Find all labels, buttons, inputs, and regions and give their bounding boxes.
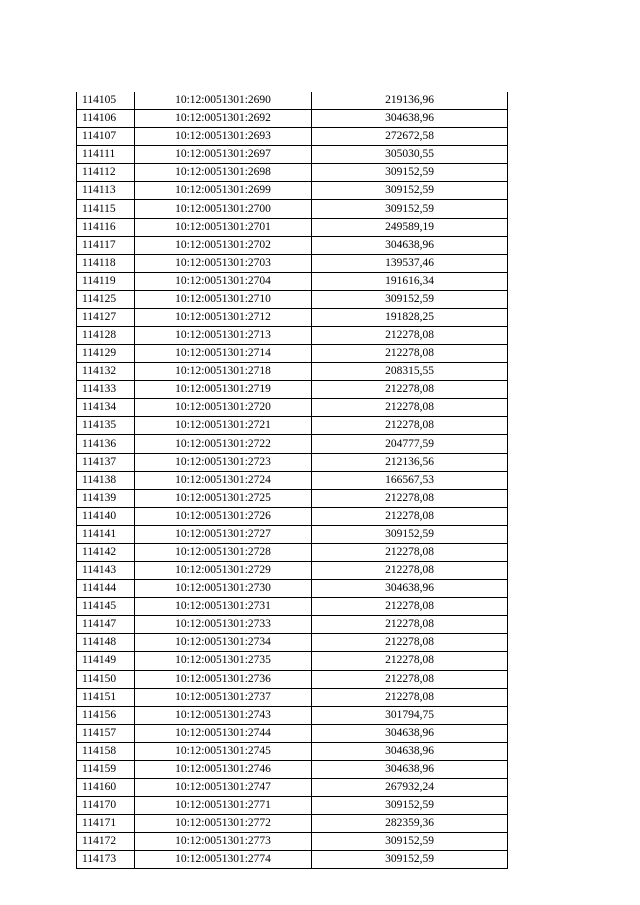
- row-value-cell: 212278,08: [312, 670, 508, 688]
- table-row: [77, 345, 508, 363]
- row-id-cell: 114142: [77, 543, 135, 561]
- row-value-cell: 309152,59: [312, 200, 508, 218]
- row-code-cell: 10:12:0051301:2747: [135, 778, 312, 796]
- table-row: [77, 507, 508, 525]
- table-row: [77, 182, 508, 200]
- table-row: [77, 417, 508, 435]
- table-row: [77, 164, 508, 182]
- row-id-cell: 114160: [77, 778, 135, 796]
- row-id-cell: 114106: [77, 110, 135, 128]
- row-value-cell: 212278,08: [312, 688, 508, 706]
- row-value-cell: 204777,59: [312, 435, 508, 453]
- row-value-cell: 301794,75: [312, 706, 508, 724]
- row-value-cell: 191828,25: [312, 308, 508, 326]
- table-row: [77, 399, 508, 417]
- row-id-cell: 114159: [77, 760, 135, 778]
- row-value-cell: 212278,08: [312, 399, 508, 417]
- row-code-cell: 10:12:0051301:2719: [135, 381, 312, 399]
- table-row: [77, 670, 508, 688]
- row-id-cell: 114137: [77, 453, 135, 471]
- row-code-cell: 10:12:0051301:2733: [135, 616, 312, 634]
- row-code-cell: 10:12:0051301:2745: [135, 742, 312, 760]
- row-value-cell: 309152,59: [312, 182, 508, 200]
- row-id-cell: 114112: [77, 164, 135, 182]
- row-value-cell: 267932,24: [312, 778, 508, 796]
- row-value-cell: 309152,59: [312, 833, 508, 851]
- row-id-cell: 114171: [77, 815, 135, 833]
- row-value-cell: 212136,56: [312, 453, 508, 471]
- row-value-cell: 212278,08: [312, 562, 508, 580]
- row-value-cell: 212278,08: [312, 417, 508, 435]
- row-code-cell: 10:12:0051301:2713: [135, 327, 312, 345]
- row-id-cell: 114119: [77, 272, 135, 290]
- row-id-cell: 114139: [77, 489, 135, 507]
- row-code-cell: 10:12:0051301:2726: [135, 507, 312, 525]
- row-code-cell: 10:12:0051301:2720: [135, 399, 312, 417]
- table-row: [77, 616, 508, 634]
- row-code-cell: 10:12:0051301:2731: [135, 598, 312, 616]
- row-code-cell: 10:12:0051301:2693: [135, 128, 312, 146]
- table-row: [77, 598, 508, 616]
- row-id-cell: 114117: [77, 236, 135, 254]
- table-row: [77, 543, 508, 561]
- row-code-cell: 10:12:0051301:2722: [135, 435, 312, 453]
- table-row: [77, 724, 508, 742]
- table-row: [77, 742, 508, 760]
- table-row: [77, 652, 508, 670]
- row-id-cell: 114150: [77, 670, 135, 688]
- table-row: [77, 833, 508, 851]
- row-code-cell: 10:12:0051301:2692: [135, 110, 312, 128]
- row-id-cell: 114145: [77, 598, 135, 616]
- row-value-cell: 212278,08: [312, 381, 508, 399]
- row-value-cell: 212278,08: [312, 652, 508, 670]
- row-code-cell: 10:12:0051301:2743: [135, 706, 312, 724]
- row-code-cell: 10:12:0051301:2698: [135, 164, 312, 182]
- table-row: [77, 634, 508, 652]
- row-code-cell: 10:12:0051301:2710: [135, 290, 312, 308]
- row-id-cell: 114132: [77, 363, 135, 381]
- row-code-cell: 10:12:0051301:2771: [135, 797, 312, 815]
- table-row: [77, 200, 508, 218]
- row-value-cell: 139537,46: [312, 254, 508, 272]
- table-row: [77, 562, 508, 580]
- table-row: [77, 128, 508, 146]
- row-code-cell: 10:12:0051301:2737: [135, 688, 312, 706]
- table-row: [77, 146, 508, 164]
- row-code-cell: 10:12:0051301:2727: [135, 525, 312, 543]
- row-code-cell: 10:12:0051301:2729: [135, 562, 312, 580]
- row-code-cell: 10:12:0051301:2774: [135, 851, 312, 869]
- table-row: [77, 778, 508, 796]
- row-value-cell: 212278,08: [312, 616, 508, 634]
- row-id-cell: 114127: [77, 308, 135, 326]
- table-row: [77, 218, 508, 236]
- row-code-cell: 10:12:0051301:2728: [135, 543, 312, 561]
- row-id-cell: 114134: [77, 399, 135, 417]
- row-code-cell: 10:12:0051301:2721: [135, 417, 312, 435]
- row-id-cell: 114156: [77, 706, 135, 724]
- table-row: [77, 471, 508, 489]
- row-code-cell: 10:12:0051301:2736: [135, 670, 312, 688]
- row-code-cell: 10:12:0051301:2734: [135, 634, 312, 652]
- row-code-cell: 10:12:0051301:2699: [135, 182, 312, 200]
- row-code-cell: 10:12:0051301:2723: [135, 453, 312, 471]
- row-code-cell: 10:12:0051301:2735: [135, 652, 312, 670]
- row-id-cell: 114113: [77, 182, 135, 200]
- row-value-cell: 212278,08: [312, 489, 508, 507]
- row-code-cell: 10:12:0051301:2718: [135, 363, 312, 381]
- table-row: [77, 525, 508, 543]
- table-row: [77, 760, 508, 778]
- row-id-cell: 114170: [77, 797, 135, 815]
- row-value-cell: 309152,59: [312, 797, 508, 815]
- row-id-cell: 114116: [77, 218, 135, 236]
- table-row: [77, 290, 508, 308]
- row-value-cell: 208315,55: [312, 363, 508, 381]
- row-id-cell: 114144: [77, 580, 135, 598]
- row-id-cell: 114105: [77, 92, 135, 110]
- row-value-cell: 249589,19: [312, 218, 508, 236]
- row-id-cell: 114128: [77, 327, 135, 345]
- row-id-cell: 114158: [77, 742, 135, 760]
- row-id-cell: 114133: [77, 381, 135, 399]
- row-code-cell: 10:12:0051301:2730: [135, 580, 312, 598]
- table-row: [77, 580, 508, 598]
- row-code-cell: 10:12:0051301:2690: [135, 92, 312, 110]
- row-id-cell: 114157: [77, 724, 135, 742]
- row-id-cell: 114129: [77, 345, 135, 363]
- row-id-cell: 114135: [77, 417, 135, 435]
- table-row: [77, 815, 508, 833]
- table-row: [77, 706, 508, 724]
- row-value-cell: 304638,96: [312, 236, 508, 254]
- row-id-cell: 114125: [77, 290, 135, 308]
- row-value-cell: 212278,08: [312, 634, 508, 652]
- row-code-cell: 10:12:0051301:2724: [135, 471, 312, 489]
- row-value-cell: 212278,08: [312, 327, 508, 345]
- row-id-cell: 114136: [77, 435, 135, 453]
- row-id-cell: 114173: [77, 851, 135, 869]
- data-table: [76, 92, 508, 869]
- row-id-cell: 114151: [77, 688, 135, 706]
- row-id-cell: 114118: [77, 254, 135, 272]
- row-code-cell: 10:12:0051301:2703: [135, 254, 312, 272]
- row-id-cell: 114140: [77, 507, 135, 525]
- row-value-cell: 166567,53: [312, 471, 508, 489]
- row-code-cell: 10:12:0051301:2744: [135, 724, 312, 742]
- row-value-cell: 309152,59: [312, 851, 508, 869]
- row-code-cell: 10:12:0051301:2697: [135, 146, 312, 164]
- row-value-cell: 212278,08: [312, 543, 508, 561]
- row-code-cell: 10:12:0051301:2746: [135, 760, 312, 778]
- row-code-cell: 10:12:0051301:2702: [135, 236, 312, 254]
- table-body: [77, 92, 508, 869]
- row-value-cell: 309152,59: [312, 164, 508, 182]
- row-value-cell: 304638,96: [312, 110, 508, 128]
- row-code-cell: 10:12:0051301:2714: [135, 345, 312, 363]
- row-id-cell: 114148: [77, 634, 135, 652]
- row-code-cell: 10:12:0051301:2773: [135, 833, 312, 851]
- row-id-cell: 114172: [77, 833, 135, 851]
- row-code-cell: 10:12:0051301:2712: [135, 308, 312, 326]
- row-value-cell: 272672,58: [312, 128, 508, 146]
- table-row: [77, 308, 508, 326]
- row-id-cell: 114149: [77, 652, 135, 670]
- row-value-cell: 304638,96: [312, 760, 508, 778]
- row-code-cell: 10:12:0051301:2772: [135, 815, 312, 833]
- row-code-cell: 10:12:0051301:2725: [135, 489, 312, 507]
- table-row: [77, 110, 508, 128]
- table-row: [77, 797, 508, 815]
- table-row: [77, 254, 508, 272]
- row-value-cell: 304638,96: [312, 742, 508, 760]
- table-row: [77, 236, 508, 254]
- table-row: [77, 381, 508, 399]
- row-id-cell: 114111: [77, 146, 135, 164]
- row-value-cell: 212278,08: [312, 345, 508, 363]
- table-row: [77, 435, 508, 453]
- table-row: [77, 688, 508, 706]
- row-value-cell: 304638,96: [312, 580, 508, 598]
- table-row: [77, 272, 508, 290]
- row-value-cell: 304638,96: [312, 724, 508, 742]
- row-code-cell: 10:12:0051301:2704: [135, 272, 312, 290]
- row-code-cell: 10:12:0051301:2701: [135, 218, 312, 236]
- row-id-cell: 114107: [77, 128, 135, 146]
- table-row: [77, 453, 508, 471]
- row-value-cell: 282359,36: [312, 815, 508, 833]
- row-value-cell: 212278,08: [312, 507, 508, 525]
- row-id-cell: 114115: [77, 200, 135, 218]
- row-value-cell: 212278,08: [312, 598, 508, 616]
- row-id-cell: 114143: [77, 562, 135, 580]
- row-code-cell: 10:12:0051301:2700: [135, 200, 312, 218]
- row-value-cell: 309152,59: [312, 525, 508, 543]
- row-id-cell: 114147: [77, 616, 135, 634]
- row-value-cell: 219136,96: [312, 92, 508, 110]
- table-row: [77, 92, 508, 110]
- table-row: [77, 327, 508, 345]
- row-id-cell: 114141: [77, 525, 135, 543]
- table-row: [77, 489, 508, 507]
- row-id-cell: 114138: [77, 471, 135, 489]
- table-row: [77, 851, 508, 869]
- table-row: [77, 363, 508, 381]
- row-value-cell: 305030,55: [312, 146, 508, 164]
- row-value-cell: 309152,59: [312, 290, 508, 308]
- row-value-cell: 191616,34: [312, 272, 508, 290]
